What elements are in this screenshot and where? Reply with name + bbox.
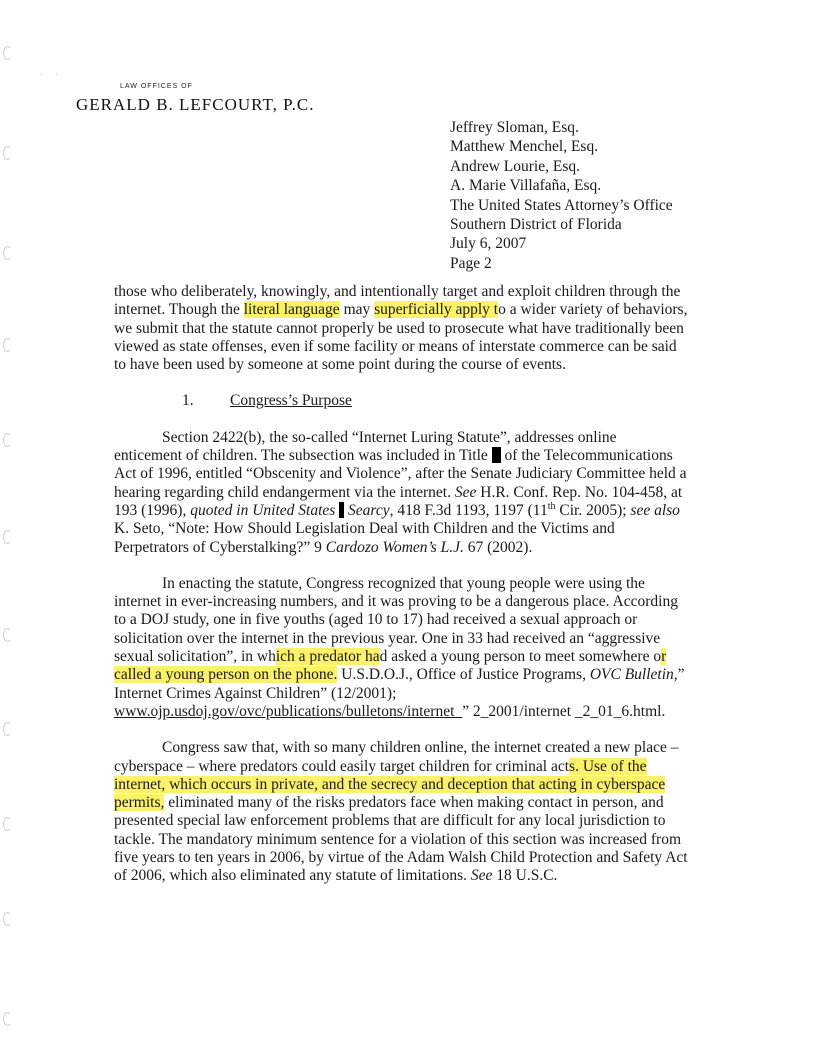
highlight: r called a young person on the phone. bbox=[114, 648, 667, 684]
binder-hole-mark bbox=[3, 628, 12, 642]
binder-hole-mark bbox=[3, 912, 12, 926]
addressee-line: Andrew Lourie, Esq. bbox=[450, 157, 580, 175]
binder-hole-mark bbox=[3, 46, 12, 60]
paragraph-section-2422: Section 2422(b), the so-called “Internet Luring Statute”, addresses online enticement of children. The subsection was included in Title of the Telecommunications Act of 1996, entitled “Obscenity and Violence”, after the Senate Judiciary Committee held a hearing regarding child endangerment via the internet. See H.R. Conf. Rep. No. 104-458, at 193 (1996), quoted in United States Searcy, 418 F.3d 1193, 1197 (11th Cir. 2005); see also K. Seto, “Note: How Should Legislation Deal with Children and the Victims and Perpetrators of Cyberstalking?” 9 Cardozo Women’s L.J. 67 (2002). bbox=[114, 428, 687, 556]
addressee-line: The United States Attorney’s Office bbox=[450, 196, 673, 214]
letterhead-caption: LAW OFFICES OF bbox=[120, 83, 193, 90]
page-number: Page 2 bbox=[450, 254, 492, 272]
binder-hole-mark bbox=[3, 722, 12, 736]
addressee-block bbox=[450, 118, 673, 273]
binder-hole-mark bbox=[3, 146, 12, 160]
scan-specks: · · bbox=[40, 72, 64, 78]
section-title: Congress’s Purpose bbox=[230, 392, 352, 410]
citation-url: www.ojp.usdoj.gov/ovc/publications/bulletons/internet_ bbox=[114, 702, 463, 720]
binder-hole-mark bbox=[3, 433, 12, 447]
addressee-line: Southern District of Florida bbox=[450, 216, 622, 234]
highlight: ich a predator ha bbox=[275, 648, 380, 666]
addressee-line: A. Marie Villafaña, Esq. bbox=[450, 177, 602, 195]
highlight: s. Use of the internet, which occurs in private, and the secrecy and deception that acting in cyberspace permits, bbox=[114, 757, 666, 812]
section-number: 1. bbox=[182, 392, 194, 410]
paragraph-cyberspace: Congress saw that, with so many children online, the internet created a new place – cyberspace – where predators could easily target children for criminal acts. Use of the internet, which occurs in private, and the secrecy and deception that acting in cyberspace permits, eliminated many of the risks predators face when making contact in person, and presented special law enforcement problems that are difficult for any local jurisdiction to tackle. The mandatory minimum sentence for a violation of this section was increased from five years to ten years in 2006, by virtue of the Adam Walsh Child Protection and Safety Act of 2006, which also eliminated any statute of limitations. See 18 U.S.C. bbox=[114, 739, 688, 885]
binder-hole-mark bbox=[3, 246, 12, 260]
binder-hole-mark bbox=[3, 1012, 12, 1026]
binder-hole-mark bbox=[3, 530, 12, 544]
letterhead-firm-name: GERALD B. LEFCOURT, P.C. bbox=[76, 95, 315, 114]
binder-hole-mark bbox=[3, 338, 12, 352]
binder-hole-mark bbox=[3, 817, 12, 831]
paragraph-continuation: those who deliberately, knowingly, and intentionally target and exploit children through the internet. Though the literal language may superficially apply to a wider variety of behaviors, we submit that the statute cannot properly be used to prosecute what have traditionally been viewed as state offenses, even if some facility or means of interstate commerce can be said to have been used by someone at some point during the course of events. bbox=[114, 283, 688, 374]
section-heading bbox=[114, 392, 688, 410]
highlight: superficially apply t bbox=[374, 301, 499, 319]
highlight: literal language bbox=[243, 301, 340, 319]
addressee-line: Jeffrey Sloman, Esq. bbox=[450, 119, 579, 136]
redaction-box bbox=[492, 447, 501, 463]
letter-date: July 6, 2007 bbox=[450, 235, 527, 253]
letter-body bbox=[114, 283, 688, 886]
paragraph-doj-study: In enacting the statute, Congress recognized that young people were using the internet in ever-increasing numbers, and it was proving to be a dangerous place. According to a DOJ study, one in five youths (aged 10 to 17) had received a sexual approach or solicitation over the internet in the previous year. One in 33 had received an “aggressive sexual solicitation”, in which a predator had asked a young person to meet somewhere or called a young person on the phone. U.S.D.O.J., Office of Justice Programs, OVC Bulletin,” Internet Crimes Against Children” (12/2001); www.ojp.usdoj.gov/ovc/publications/bulletons/internet_” 2_2001/internet _2_01_6.html. bbox=[114, 574, 685, 720]
addressee-line: Matthew Menchel, Esq. bbox=[450, 138, 599, 156]
